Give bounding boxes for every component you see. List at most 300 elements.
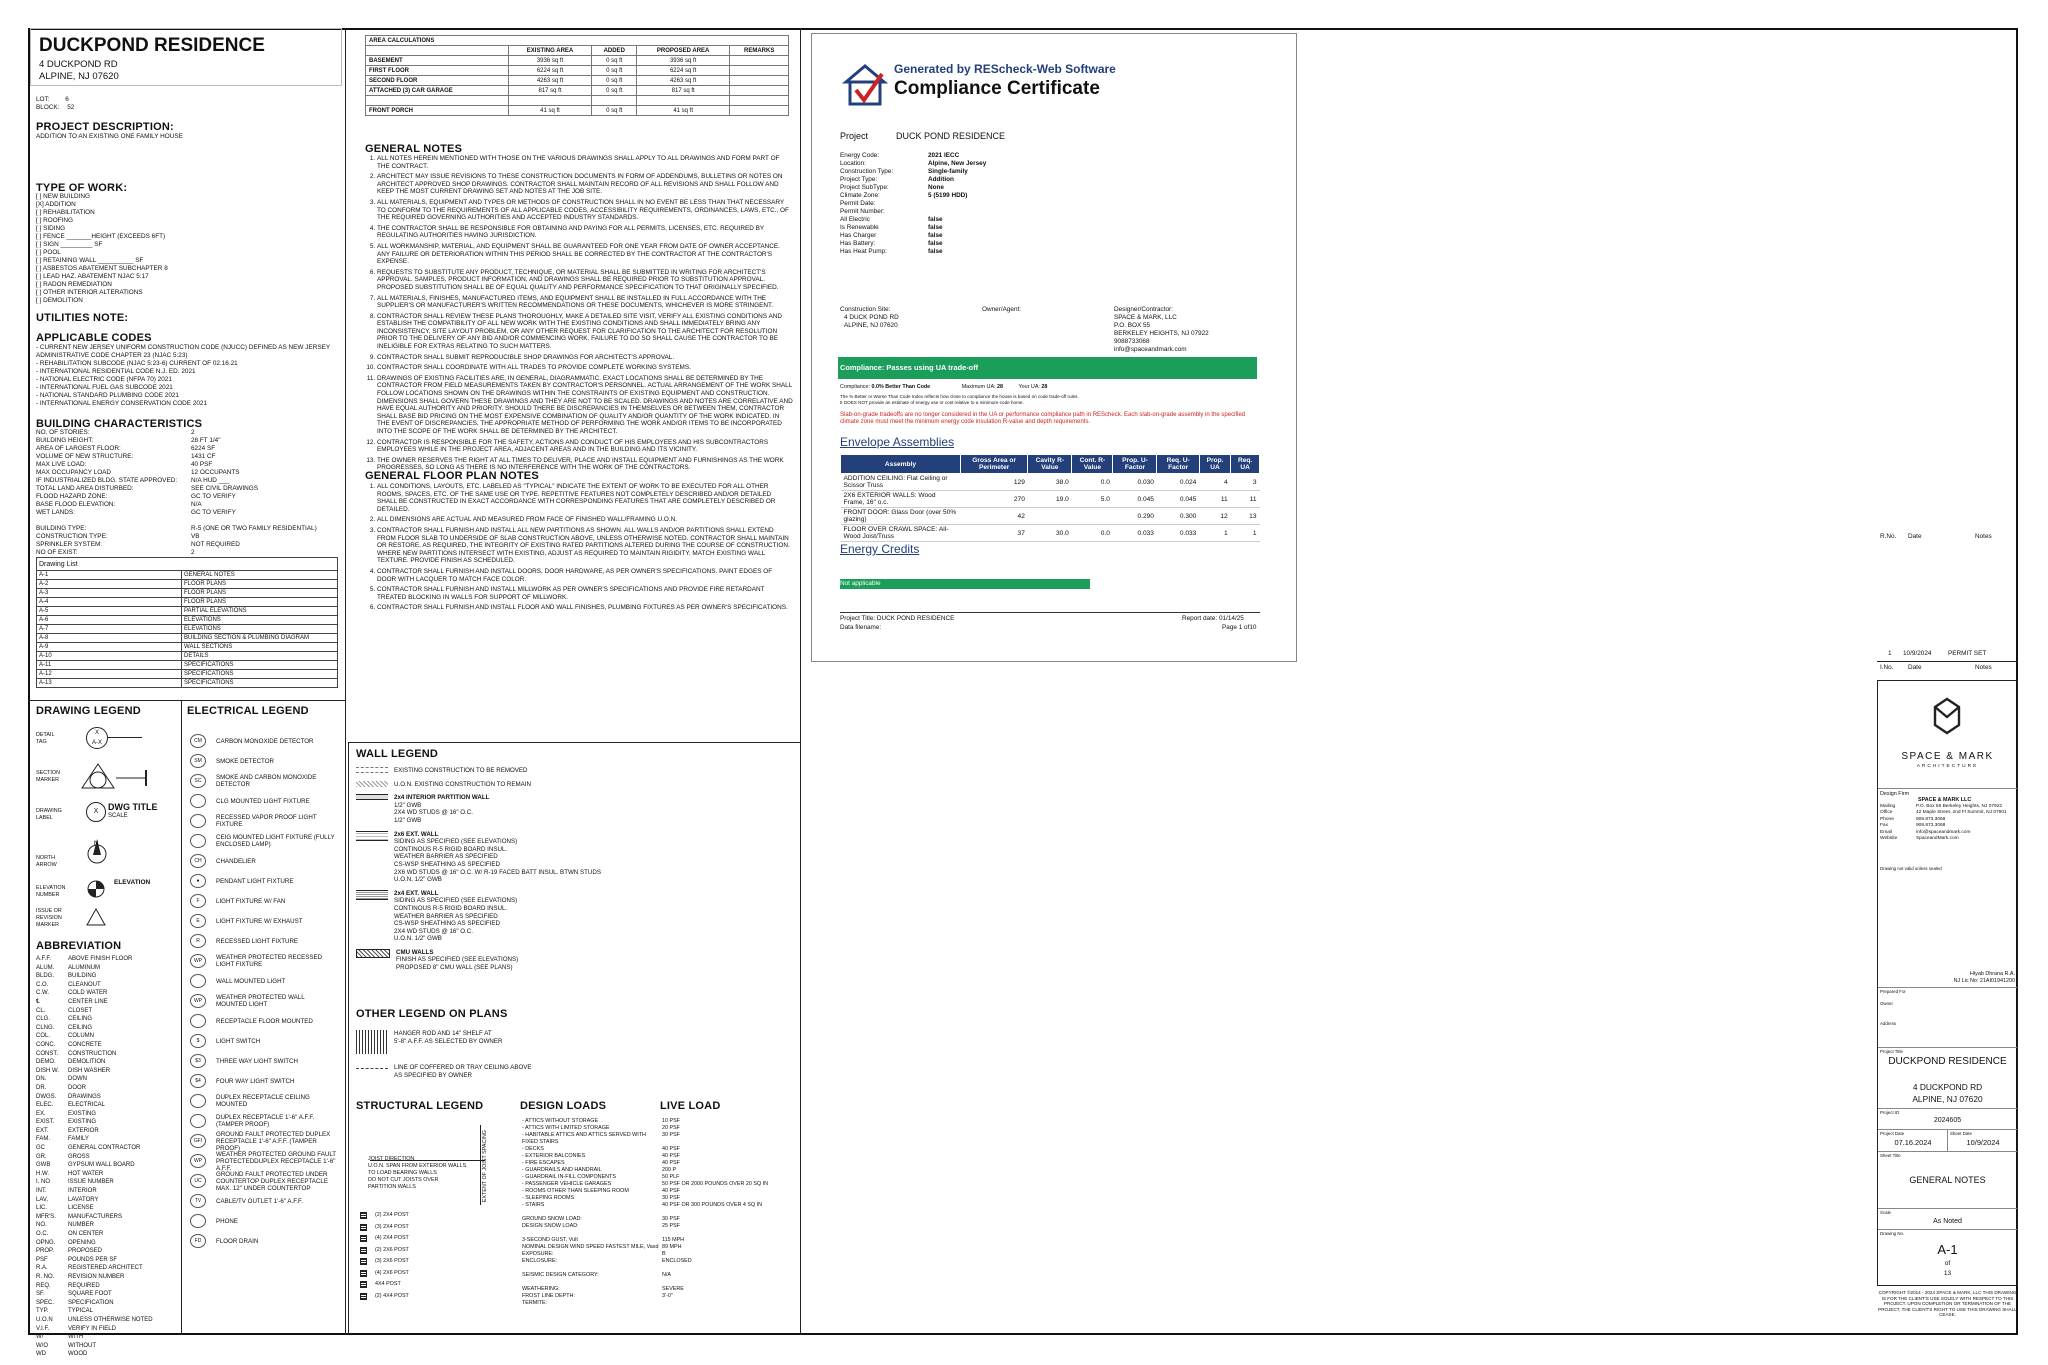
envelope-cell: 270 xyxy=(960,491,1027,508)
cert-info-value: 5 (5199 HDD) xyxy=(928,192,968,199)
area-row xyxy=(366,96,789,106)
legend-elevation-number: ELEVATION NUMBER xyxy=(36,885,66,898)
load-item: - PASSENGER VEHICLE GARAGES xyxy=(522,1181,612,1187)
building-label: FLOOD HAZARD ZONE: xyxy=(36,493,108,500)
abbreviation-meaning: REVISION NUMBER xyxy=(68,1273,125,1280)
abbreviation-row xyxy=(36,1084,176,1093)
abbreviation-row xyxy=(36,972,176,981)
abbreviation-meaning: WITHOUT xyxy=(68,1342,96,1349)
post-label: (2) 4X4 POST xyxy=(375,1292,409,1299)
area-cell xyxy=(730,86,789,96)
load-item: - EXTERIOR BALCONIES xyxy=(522,1153,586,1159)
rev-col-notes: Notes xyxy=(1975,533,1992,540)
envelope-cell: FRONT DOOR: Glass Door (over 50% glazing) xyxy=(841,508,961,525)
work-item: [ ] SIGN _________ SF xyxy=(36,241,103,248)
abbreviation-row xyxy=(36,1187,176,1196)
project-header-box xyxy=(30,28,342,86)
post-symbol-icon xyxy=(360,1224,367,1231)
abbreviation-row xyxy=(36,981,176,990)
electrical-symbol-icon xyxy=(190,1214,206,1228)
abbreviation-meaning: CLEANOUT xyxy=(68,981,101,988)
general-note: 11. DRAWINGS OF EXISTING FACILITIES ARE, IN GENERAL, DIAGRAMMATIC. EXACT LOCATIONS SHALL BE DETERMINED BY THE CONTRACTOR FROM FIELD MEASUREMENTS TAKEN BY CONTRACTOR'S PERSONNEL. ACTUAL ARRANGEMENT OF THE WORK SHALL FOLLOW LOCATIONS SHOWN ON THE DRAWINGS WITHIN THE CONSTRAINTS OF EXISTING EQUIPMENT AND CONSTRUCTION. DIMENSIONS SHALL GOVERN THESE DRAWINGS AND THEY ARE NOT TO BE SCALED. DRAWINGS AND NOTES ARE CORRELATIVE AND HAVE EQUAL AUTHORITY AND PRIORITY. SHOULD THERE BE DISCREPANCIES IN THEMSELVES OR BETWEEN THEM, CONTRACTOR SHALL BASE BID PRICING ON THE MOST EXPENSIVE COMBINATION OF QUALITY AND/OR QUANTITY OF THE WORK INDICATED. IN THE EVENT OF DISCREPANCIES, THE APPROPRIATE METHOD OF PERFORMING THE WORK AND/OR ITEMS TO BE INCORPORATED INTO THE SCOPE OF THE WORK SHALL BE DETERMINED BY THE ARCHITECT. xyxy=(377,375,793,436)
abbreviation-meaning: DOOR xyxy=(68,1084,86,1091)
load-row xyxy=(522,1118,792,1125)
post-legend-row xyxy=(360,1233,480,1245)
wall-type-text xyxy=(394,781,531,789)
wall-legend-row xyxy=(356,781,796,789)
load-row xyxy=(522,1125,792,1132)
electrical-legend-row xyxy=(190,1171,342,1191)
envelope-table xyxy=(840,454,1260,542)
abbreviation-code: ALUM. xyxy=(36,964,55,971)
area-calculations xyxy=(365,35,789,116)
load-row xyxy=(522,1237,792,1244)
sheet-number: A-5 xyxy=(37,607,182,616)
electrical-legend-row xyxy=(190,991,342,1011)
abbreviation-meaning: PROPOSED xyxy=(68,1248,103,1255)
area-cell: 3936 sq ft xyxy=(636,56,729,66)
electrical-symbol-icon xyxy=(190,834,206,848)
row-divider xyxy=(28,700,346,701)
wall-type-spec: WEATHER BARRIER AS SPECIFIED xyxy=(394,912,498,920)
cert-info-row xyxy=(840,224,1040,232)
space-mark-logo-icon xyxy=(1931,695,1963,735)
abbreviation-row xyxy=(36,1264,176,1273)
abbreviation-row xyxy=(36,1325,176,1334)
cert-footer-data: Data filename: xyxy=(840,624,882,631)
electrical-symbol-icon: E xyxy=(190,914,206,928)
sheet-number: A-1 xyxy=(37,571,182,580)
load-row xyxy=(522,1153,792,1160)
type-of-work-list xyxy=(36,193,336,305)
envelope-row xyxy=(841,474,1260,491)
building-label: IF INDUSTRIALIZED BLDG. STATE APPROVED: xyxy=(36,477,178,484)
code-item: - CURRENT NEW JERSEY UNIFORM CONSTRUCTION CODE (NJUCC) DEFINED AS NEW JERSEY ADMINISTRATIVE CODE CHAPTER 23 (NJAC 5:23) xyxy=(36,344,330,359)
area-cell: 0 sq ft xyxy=(592,56,637,66)
cert-info-row xyxy=(840,216,1040,224)
electrical-description: CARBON MONOXIDE DETECTOR xyxy=(216,737,314,745)
firm-info-value: 908.873.3068 xyxy=(1916,816,1946,822)
load-item: 3-SECOND GUST, Vult xyxy=(522,1237,578,1243)
floor-plan-note: 6. CONTRACTOR SHALL FURNISH AND INSTALL FLOOR AND WALL FINISHES, PLUMBING FIXTURES AS PER OWNER'S SPECIFICATIONS. xyxy=(377,604,793,612)
sheet-number: A-10 xyxy=(37,652,182,661)
sheet-name: SPECIFICATIONS xyxy=(182,670,338,679)
building-label: CONSTRUCTION TYPE: xyxy=(36,533,108,540)
electrical-description: GROUND FAULT PROTECTED DUPLEX RECEPTACLE 1'-6" A.F.F. (TAMPER PROOF) xyxy=(216,1130,331,1152)
building-value: 1431 CF xyxy=(191,453,216,460)
abbreviation-meaning: POUNDS PER SF xyxy=(68,1256,118,1263)
envelope-assemblies-link[interactable]: Envelope Assemblies xyxy=(840,435,955,449)
drawing-list-row xyxy=(37,571,338,580)
abbreviation-code: EX. xyxy=(36,1110,46,1117)
electrical-description: DUPLEX RECEPTACLE 1'-6" A.F.F. (TAMPER PROOF) xyxy=(216,1114,315,1128)
load-row xyxy=(522,1300,792,1307)
envelope-cell: 11 xyxy=(1231,491,1260,508)
work-item: [ ] LEAD HAZ. ABATEMENT NJAC 5:17 xyxy=(36,273,149,280)
area-cell: FRONT PORCH xyxy=(366,106,509,116)
area-cell: 0 sq ft xyxy=(592,76,637,86)
abbreviation-row xyxy=(36,998,176,1007)
firm-info-value: 42 Maple Street, 2nd Fl Summit, NJ 07901 xyxy=(1916,810,2007,816)
row-divider xyxy=(348,742,800,743)
wall-type-text xyxy=(394,890,517,943)
area-cell xyxy=(730,76,789,86)
project-description: ADDITION TO AN EXISTING ONE FAMILY HOUSE xyxy=(36,133,183,140)
wall-type-spec: SIDING AS SPECIFIED (SEE ELEVATIONS) xyxy=(394,838,518,846)
abbreviation-meaning: VERIFY IN FIELD xyxy=(68,1325,116,1332)
code-item: - REHABILITATION SUBCODE (NJAC 5:23-6) CURRENT OF 02.16.21 xyxy=(36,360,238,367)
area-cell xyxy=(636,96,729,106)
sheet-date-label: Sheet Date xyxy=(1950,1131,1972,1136)
floor-plan-notes xyxy=(365,483,793,615)
legend-detail-tag: DETAIL TAG xyxy=(36,732,55,745)
compliance-summary xyxy=(840,384,1260,391)
abbreviation-row xyxy=(36,1118,176,1127)
live-load-header: LIVE LOAD xyxy=(660,1100,721,1112)
electrical-symbol-icon: FD xyxy=(190,1234,206,1248)
abbreviation-row xyxy=(36,1067,176,1076)
electrical-symbol-icon: WP xyxy=(190,1154,206,1168)
cert-info-row xyxy=(840,232,1040,240)
drawing-no-label: Drawing No. xyxy=(1880,1231,1905,1236)
cert-footer-rule xyxy=(840,612,1260,613)
joist-notes xyxy=(368,1156,478,1191)
abbreviation-code: W/O xyxy=(36,1342,48,1349)
joist-note-line: U.O.N. SPAN FROM EXTERIOR WALLS xyxy=(368,1163,467,1169)
general-note: 6. REQUESTS TO SUBSTITUTE ANY PRODUCT, TECHNIQUE, OR MATERIAL SHALL BE SUBMITTED IN WRITING FOR ARCHITECT'S APPROVAL. SAMPLES, PRODUCT INFORMATION, AND DRAWINGS SHALL BE REQUIRED PRIOR TO SUBSTITUTION APPROVAL. PROPOSED SUBSTITUTION SHALL BE OF EQUAL QUALITY AND PERFORMANCE SPECIFICATION TO THAT ORIGINALLY SPECIFIED. xyxy=(377,269,793,292)
sheet-name: ELEVATIONS xyxy=(182,616,338,625)
floor-plan-note: 1. ALL CONDITIONS, LAYOUTS, ETC. LABELED AS "TYPICAL" INDICATE THE EXTENT OF WORK TO BE EXECUTED FOR ALL OTHER ROOMS, SPACES, ETC. OF THE SAME USE OR TYPE. REPETITIVE FEATURES NOT COMPLETELY DESCRIBED AND/OR DETAILED SHALL BE CONSTRUCTED IN EXACT ACCORDANCE WITH CORRESPONDING FEATURES THAT ARE COMPLETELY DESCRIBED OR DETAILED. xyxy=(377,483,793,513)
post-symbol-icon xyxy=(360,1281,367,1288)
load-item: FROST LINE DEPTH: xyxy=(522,1293,575,1299)
envelope-cell: 30.0 xyxy=(1028,525,1072,542)
abbreviation-row xyxy=(36,1196,176,1205)
drawing-list-row xyxy=(37,661,338,670)
sheet-date: 10/9/2024 xyxy=(1966,1138,2000,1147)
cert-info-label: Energy Code: xyxy=(840,152,880,159)
energy-credits-link[interactable]: Energy Credits xyxy=(840,542,920,556)
project-id-label: Project ID xyxy=(1880,1110,1900,1115)
floor-plan-note: 5. CONTRACTOR SHALL FURNISH AND INSTALL MILLWORK AS PER OWNER'S SPECIFICATIONS AND PROVIDE FIRE RETARDANT TREATED BLOCKING IN WALLS FOR SUPPORT OF MILLWORK. xyxy=(377,586,793,601)
cert-site-label: Construction Site: xyxy=(840,306,891,313)
envelope-cell: 13 xyxy=(1231,508,1260,525)
abbreviation-meaning: DISH WASHER xyxy=(68,1067,111,1074)
abbreviation-code: CL. xyxy=(36,1007,46,1014)
tb-rule xyxy=(1878,1229,2017,1230)
electrical-symbol-icon: $4 xyxy=(190,1074,206,1088)
electrical-description: GROUND FAULT PROTECTED UNDER COUNTERTOP DUPLEX RECEPTACLE MAX. 12" UNDER COUNTERTOP xyxy=(216,1170,328,1192)
abbreviation-row xyxy=(36,1024,176,1033)
cert-info-row xyxy=(840,240,1040,248)
abbreviation-row xyxy=(36,1135,176,1144)
drawing-legend-header: DRAWING LEGEND xyxy=(36,705,141,717)
electrical-symbol-icon: CM xyxy=(190,734,206,748)
electrical-description: WEATHER PROTECTED WALL MOUNTED LIGHT xyxy=(216,994,305,1008)
electrical-description: WALL MOUNTED LIGHT xyxy=(216,977,286,985)
cert-info-label: Project Type: xyxy=(840,176,878,183)
load-row xyxy=(522,1258,792,1265)
drawing-list-row xyxy=(37,679,338,688)
tb-project-title: DUCKPOND RESIDENCE xyxy=(1888,1056,2007,1067)
sheet-number: A-7 xyxy=(37,625,182,634)
abbreviation-row xyxy=(36,1032,176,1041)
load-row xyxy=(522,1195,792,1202)
envelope-cell: 0.045 xyxy=(1113,491,1157,508)
load-row xyxy=(522,1286,792,1293)
load-value: 40 PSF xyxy=(662,1188,680,1194)
building-row xyxy=(36,525,336,533)
abbreviation-code: DR. xyxy=(36,1084,47,1091)
wall-type-spec: CONTINOUS R-5 RIGID BOARD INSUL. xyxy=(394,904,508,912)
post-legend-row xyxy=(360,1210,480,1222)
cert-info-row xyxy=(840,152,1040,160)
electrical-symbol-icon: SC xyxy=(190,774,206,788)
electrical-symbol-icon: F xyxy=(190,894,206,908)
load-item: - ATTICS WITHOUT STORAGE xyxy=(522,1118,599,1124)
envelope-column-header: Assembly xyxy=(841,455,961,474)
floor-plan-note: 4. CONTRACTOR SHALL FURNISH AND INSTALL DOORS, DOOR HARDWARE, AS PER OWNER'S SPECIFICATIONS. PAINT EDGES OF DOOR WITH LACQUER TO MATCH FACE COLOR. xyxy=(377,568,793,583)
electrical-description: FOUR WAY LIGHT SWITCH xyxy=(216,1077,295,1085)
section-marker-symbol xyxy=(80,762,150,792)
wall-type-swatch xyxy=(356,831,388,841)
load-row xyxy=(522,1216,792,1223)
abbreviation-meaning: WOOD xyxy=(68,1351,88,1358)
general-note: 8. CONTRACTOR SHALL REVIEW THESE PLANS THOROUGHLY, MAKE A DETAILED SITE VISIT, VERIFY ALL EXISTING CONDITIONS AND ESTABLISH THE COMPATIBILITY OF ALL NEW WORK WITH THE EXISTING CONDITIONS AND SHALL IMMEDIATELY BRING ANY INCONSISTENCY, SITE LAYOUT PROBLEM, OR ANY OTHER REQUEST FOR CLARIFICATION TO THE ARCHITECT FOR RESOLUTION PRIOR TO THE DELIVERY OF ANY BID AND/OR COMMENCING WORK. FAILURE TO DO SO SHALL CAUSE THE CONTRACTOR TO BE INELIGIBLE FOR EXTRAS RELATING TO SUCH MATTERS. xyxy=(377,313,793,351)
envelope-cell: 0.030 xyxy=(1113,474,1157,491)
drawing-list-row xyxy=(37,670,338,679)
abbreviation-code: ℄ xyxy=(36,998,40,1005)
building-label: NO OF EXIST: xyxy=(36,549,78,556)
abbreviation-row xyxy=(36,1050,176,1059)
envelope-cell: 0.300 xyxy=(1157,508,1199,525)
cert-info-label: Climate Zone: xyxy=(840,192,880,199)
other-legend-header: OTHER LEGEND ON PLANS xyxy=(356,1008,508,1020)
your-ua-value: 28 xyxy=(1041,384,1048,390)
electrical-symbol-icon: R xyxy=(190,934,206,948)
electrical-legend-row xyxy=(190,1011,342,1031)
load-value: 20 PSF xyxy=(662,1125,680,1131)
general-note: 4. THE CONTRACTOR SHALL BE RESPONSIBLE FOR OBTAINING AND PAYING FOR ALL PERMITS, LICENSES, ETC. REQUIRED BY REGULATING AUTHORITIES HAVING JURISDICTION. xyxy=(377,225,793,240)
envelope-cell: 12 xyxy=(1199,508,1230,525)
legend-issue-marker: ISSUE OR REVISION MARKER xyxy=(36,908,62,928)
wall-legend xyxy=(356,767,796,978)
building-label: AREA OF LARGEST FLOOR: xyxy=(36,445,121,452)
sheet-name: FLOOR PLANS xyxy=(182,598,338,607)
project-date-label: Project Date xyxy=(1880,1131,1905,1136)
area-cell: 41 sq ft xyxy=(508,106,592,116)
abbreviation-code: CONST. xyxy=(36,1050,59,1057)
abbreviation-row xyxy=(36,1290,176,1299)
electrical-legend-row xyxy=(190,1191,342,1211)
sheet-name: GENERAL NOTES xyxy=(182,571,338,580)
energy-credits-bar: Not applicable xyxy=(840,579,1090,589)
cert-info-value xyxy=(928,208,1040,216)
wall-type-text xyxy=(396,949,518,972)
electrical-description: LIGHT FIXTURE W/ EXHAUST xyxy=(216,917,303,925)
drawing-label-symbol: X xyxy=(86,802,106,822)
wall-type-spec: SIDING AS SPECIFIED (SEE ELEVATIONS) xyxy=(394,897,518,905)
detail-tag-leader xyxy=(108,737,142,738)
load-spacer xyxy=(522,1209,792,1216)
area-cell: 0 sq ft xyxy=(592,66,637,76)
owner-label: Owner xyxy=(1880,1001,1893,1006)
abbreviation-meaning: LICENSE xyxy=(68,1205,94,1212)
building-label: SPRINKLER SYSTEM: xyxy=(36,541,103,548)
dwg-scale-text: SCALE xyxy=(108,813,128,819)
firm-info-label: Email xyxy=(1880,829,1892,835)
abbreviation-code: DEMO. xyxy=(36,1059,56,1066)
abbreviation-row xyxy=(36,1221,176,1230)
area-cell xyxy=(730,96,789,106)
svg-text:N: N xyxy=(94,841,99,847)
load-spacer xyxy=(522,1279,792,1286)
sheet-number: A-3 xyxy=(37,589,182,598)
electrical-description: THREE WAY LIGHT SWITCH xyxy=(216,1057,298,1065)
joist-note-line: PARTITION WALLS xyxy=(368,1184,416,1190)
electrical-description: WEATHER PROTECTED GROUND FAULT PROTECTEDDUPLEX RECEPTACLE 1'-6" A.F.F. xyxy=(216,1150,336,1172)
cert-footer-page: Page 1 of10 xyxy=(1222,624,1257,631)
abbreviation-header: ABBREVIATION xyxy=(36,940,122,952)
abbreviation-row xyxy=(36,1153,176,1162)
load-value: 30 PSF xyxy=(662,1195,680,1201)
title-block xyxy=(1877,680,2018,1286)
load-value: ENCLOSED xyxy=(662,1258,692,1264)
envelope-cell: 38.0 xyxy=(1028,474,1072,491)
work-item: [ ] POOL xyxy=(36,249,61,256)
sheet-name: BUILDING SECTION & PLUMBING DIAGRAM xyxy=(182,634,338,643)
abbreviation-code: ELEC. xyxy=(36,1102,54,1109)
building-value: SEE CIVIL DRAWINGS xyxy=(191,485,258,492)
envelope-column-header: Prop. UA xyxy=(1199,455,1230,474)
wall-type-title: 2x4 INTERIOR PARTITION WALL xyxy=(394,794,490,802)
general-note: 12. CONTRACTOR IS RESPONSIBLE FOR THE SAFETY, ACTIONS AND CONDUCT OF HIS EMPLOYEES AND HIS SUBCONTRACTORS EMPLOYEES WHILE IN THE PROJECT AREA, ADJACENT AREAS AND IN THE BUILDING AND ITS VICINITY. xyxy=(377,439,793,454)
abbreviation-code: COL. xyxy=(36,1033,51,1040)
abbreviation-code: LIC. xyxy=(36,1205,48,1212)
load-value: 50 PSF OR 2000 POUNDS OVER 20 SQ IN xyxy=(662,1181,769,1187)
area-cell: 4263 sq ft xyxy=(636,76,729,86)
building-label: MAX LIVE LOAD: xyxy=(36,461,87,468)
wall-legend-row xyxy=(356,794,796,824)
electrical-symbol-icon xyxy=(190,814,206,828)
building-row xyxy=(36,549,336,557)
post-legend-row xyxy=(360,1268,480,1280)
tb-rule xyxy=(1878,1047,2017,1048)
tb-project-addr2: ALPINE, NJ 07620 xyxy=(1912,1094,1983,1104)
abbreviation-meaning: ISSUE NUMBER xyxy=(68,1179,114,1186)
area-header-row xyxy=(366,46,789,56)
column-divider xyxy=(345,28,346,1335)
area-cell: 3936 sq ft xyxy=(508,56,592,66)
area-cell xyxy=(730,106,789,116)
building-value: GC TO VERIFY xyxy=(191,493,236,500)
electrical-symbol-icon xyxy=(190,794,206,808)
abbreviation-code: H.W. xyxy=(36,1170,49,1177)
work-item: [ ] FENCE _______HEIGHT (EXCEEDS 6FT) xyxy=(36,233,166,240)
code-item: - INTERNATIONAL ENERGY CONSERVATION CODE 2021 xyxy=(36,400,208,407)
abbreviation-meaning: MANUFACTURERS xyxy=(68,1213,123,1220)
general-notes xyxy=(365,155,793,475)
abbreviation-meaning: ALUMINUM xyxy=(68,964,101,971)
envelope-cell: 4 xyxy=(1199,474,1230,491)
abbreviation-meaning: CEILING xyxy=(68,1016,93,1023)
abbreviation-row xyxy=(36,1161,176,1170)
abbreviation-code: DWGS. xyxy=(36,1093,57,1100)
building-row xyxy=(36,509,336,517)
tb-project-addr1: 4 DUCKPOND RD xyxy=(1912,1082,1983,1092)
area-cell: 4263 sq ft xyxy=(508,76,592,86)
electrical-description: RECESSED VAPOR PROOF LIGHT FIXTURE xyxy=(216,814,317,828)
revision-rule xyxy=(1877,661,2018,662)
building-row xyxy=(36,533,336,541)
load-item: - FIRE ESCAPES xyxy=(522,1160,565,1166)
north-arrow-icon xyxy=(86,837,108,867)
project-address-line1: 4 DUCKPOND RD xyxy=(39,59,118,70)
electrical-symbol-icon xyxy=(190,1094,206,1108)
building-value: 6224 SF xyxy=(191,445,216,452)
abbreviation-code: CONC. xyxy=(36,1041,56,1048)
load-value: 40 PSF xyxy=(662,1146,680,1152)
electrical-legend-header: ELECTRICAL LEGEND xyxy=(187,705,309,717)
sheet-number: A-8 xyxy=(37,634,182,643)
project-title-label: Project Title xyxy=(1880,1049,1903,1054)
general-note: 3. ALL MATERIALS, EQUIPMENT AND TYPES OR METHODS OF CONSTRUCTION SHALL IN NO EVENT BE LESS THAN THAT NECESSARY TO CONFORM TO THE REQUIREMENTS OF ALL APPLICABLE CODES, ACCESSIBILITY REQUIREMENTS, ORDINANCES, LAWS, ETC., OF THE REQUIRED GOVERNING AUTHORITIES AND ACCEPTED INDUSTRY STANDARDS. xyxy=(377,199,793,222)
wall-type-spec: EXISTING CONSTRUCTION TO BE REMOVED xyxy=(394,767,528,774)
area-row xyxy=(366,86,789,96)
building-value: VB xyxy=(191,533,200,540)
wall-type-title: 2x4 EXT. WALL xyxy=(394,889,439,897)
cert-title: Compliance Certificate xyxy=(894,78,1100,99)
load-value: 115 MPH xyxy=(662,1237,685,1243)
firm-info-label: Website xyxy=(1880,836,1898,842)
joist-note-line: TO LOAD BEARING WALLS xyxy=(368,1170,437,1176)
cert-info-value: false xyxy=(928,240,943,247)
cert-construction-site xyxy=(840,306,960,330)
tb-rule xyxy=(1878,1208,2017,1209)
cert-info-row xyxy=(840,176,1040,184)
electrical-symbol-icon xyxy=(190,1014,206,1028)
address-label: Address xyxy=(1880,1021,1897,1026)
electrical-legend-row xyxy=(190,1051,342,1071)
abbreviation-row xyxy=(36,955,176,964)
wall-type-spec: CS-WSP SHEATHING AS SPECIFIED xyxy=(394,860,501,868)
abbreviation-code: V.I.F. xyxy=(36,1325,50,1332)
electrical-legend-row xyxy=(190,931,342,951)
firm-info-row xyxy=(1880,836,2016,842)
abbreviation-meaning: REGISTERED ARCHITECT xyxy=(68,1265,143,1272)
abbreviation-meaning: INTERIOR xyxy=(68,1188,97,1195)
wall-type-spec: CONTINOUS R-5 RIGID BOARD INSUL. xyxy=(394,845,508,853)
sheet-name: DETAILS xyxy=(182,652,338,661)
code-item: - NATIONAL STANDARD PLUMBING CODE 2021 xyxy=(36,392,179,399)
cert-info-value: false xyxy=(928,224,943,231)
abbreviation-meaning: DOWN xyxy=(68,1076,87,1083)
wall-type-spec: U.O.N. 1/2" GWB xyxy=(394,935,442,943)
load-row xyxy=(522,1223,792,1230)
load-row xyxy=(522,1188,792,1195)
load-item: - STAIRS xyxy=(522,1202,545,1208)
sheet-name: SPECIFICATIONS xyxy=(182,661,338,670)
abbreviation-list xyxy=(36,955,176,1359)
envelope-cell xyxy=(1028,508,1072,525)
post-symbol-icon xyxy=(360,1270,367,1277)
drawing-list-row xyxy=(37,616,338,625)
issue-col-no: I.No. xyxy=(1880,664,1894,671)
abbreviation-row xyxy=(36,1144,176,1153)
building-value: N/A HUD ___ xyxy=(191,477,230,484)
electrical-description: LIGHT FIXTURE W/ FAN xyxy=(216,897,286,905)
abbreviation-row xyxy=(36,1333,176,1342)
tb-rule xyxy=(1878,1151,2017,1152)
